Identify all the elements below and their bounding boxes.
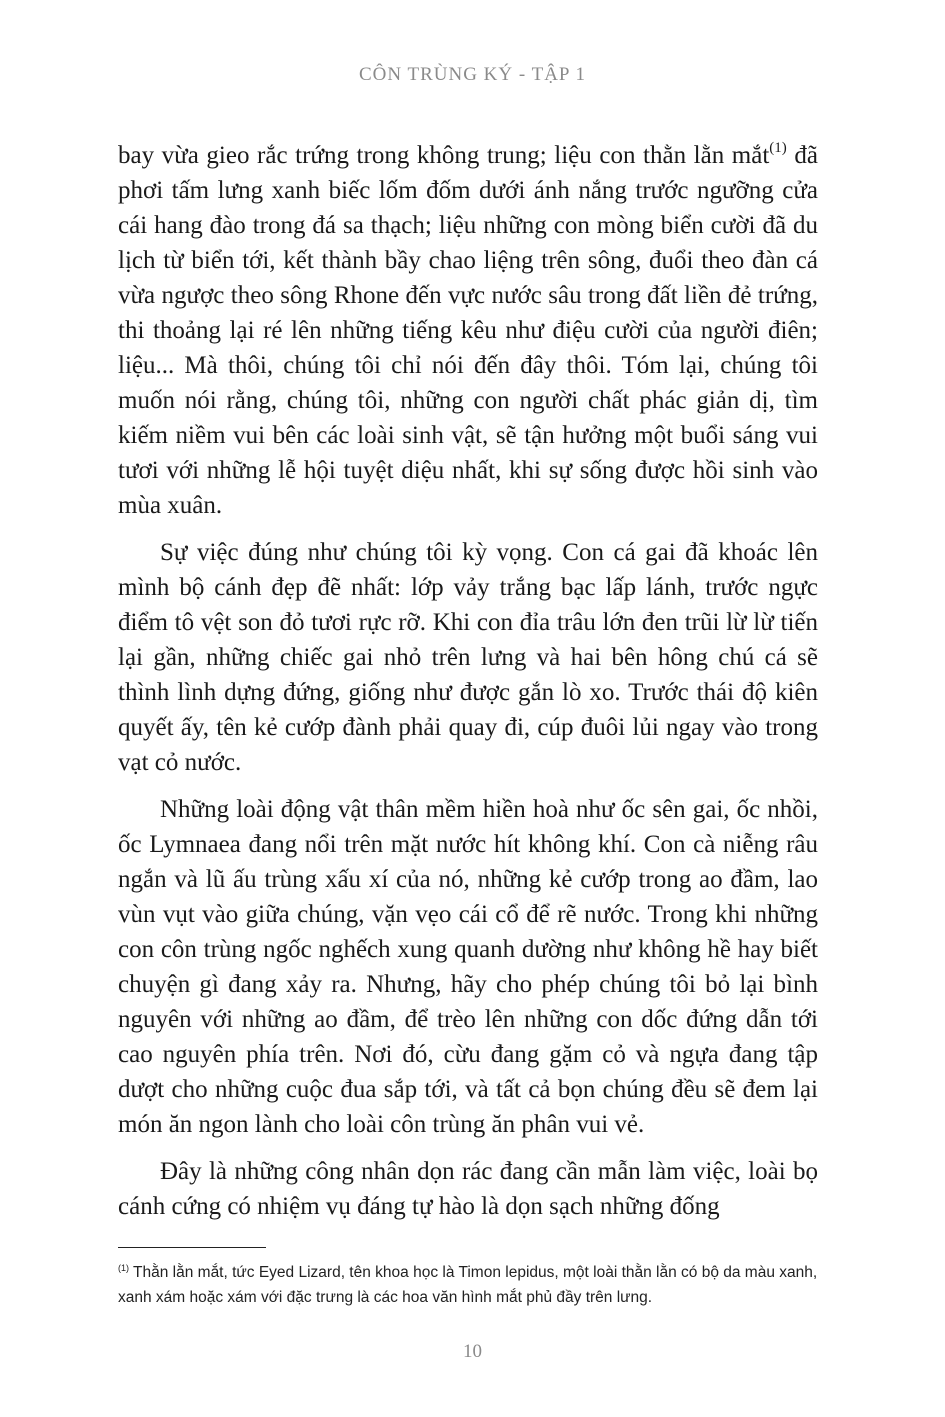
footnote-divider: [118, 1247, 266, 1248]
footnote-reference: (1): [769, 140, 787, 156]
paragraph-4: Đây là những công nhân dọn rác đang cần mẫn làm việc, loài bọ cánh cứng có nhiệm vụ đáng tự hào là dọn sạch những đống: [118, 1158, 818, 1220]
footnote: [118, 1260, 823, 1310]
paragraph-1-text-b: đã phơi tấm lưng xanh biếc lốm đốm dưới ánh nắng trước ngưỡng cửa cái hang đào trong đá sa thạch; liệu những con mòng biển cười đã du lịch từ biển tới, kết thành bầy chao liệng trên sông, đuổi theo đàn cá vừa ngược theo sông Rhone đến vực nước sâu trong đất liền đẻ trứng, thi thoảng lại ré lên những tiếng kêu như điệu cười của người điên; liệu... Mà thôi, chúng tôi chỉ nói đến đây thôi. Tóm lại, chúng tôi muốn nói rằng, chúng tôi, những con người chất phác giản dị, tìm kiếm niềm vui bên các loài sinh vật, sẽ tận hưởng một buổi sáng vui tươi với những lễ hội tuyệt diệu nhất, khi sự sống được hồi sinh vào mùa xuân.: [118, 142, 818, 519]
page-number: 10: [463, 1341, 482, 1362]
footnote-marker: (1): [118, 1263, 129, 1273]
paragraph-2: Sự việc đúng như chúng tôi kỳ vọng. Con cá gai đã khoác lên mình bộ cánh đẹp đẽ nhất: lớp vảy trắng bạc lấp lánh, trước ngực điểm tô vệt son đỏ tươi rực rỡ. Khi con đỉa trâu lớn đen trũi lừ lừ tiến lại gần, những chiếc gai nhỏ trên lưng và hai bên hông chú cá sẽ thình lình dựng đứng, giống như được gắn lò xo. Trước thái độ kiên quyết ấy, tên kẻ cướp đành phải quay đi, cúp đuôi lủi ngay vào trong vạt cỏ nước.: [118, 539, 818, 776]
main-text: [118, 138, 818, 1224]
paragraph-3: Những loài động vật thân mềm hiền hoà như ốc sên gai, ốc nhồi, ốc Lymnaea đang nổi trên mặt nước hít không khí. Con cà niễng râu ngắn và lũ ấu trùng xấu xí của nó, những kẻ cướp trong ao đầm, lao vùn vụt vào giữa chúng, vặn vẹo cái cổ để rẽ nước. Trong khi những con côn trùng ngốc nghếch xung quanh dường như không hề hay biết chuyện gì đang xảy ra. Nhưng, hãy cho phép chúng tôi bỏ lại bình nguyên với những ao đầm, để trèo lên những con dốc đứng dẫn tới cao nguyên phía trên. Nơi đó, cừu đang gặm cỏ và ngựa đang tập dượt cho những cuộc đua sắp tới, và tất cả bọn chúng đều sẽ đem lại món ăn ngon lành cho loài côn trùng ăn phân vui vẻ.: [118, 796, 818, 1138]
paragraph-1-text-a: bay vừa gieo rắc trứng trong không trung; liệu con thằn lằn mắt: [118, 142, 770, 169]
paragraph-1: [118, 138, 818, 523]
running-title: CÔN TRÙNG KÝ - TẬP 1: [358, 64, 587, 85]
footnote-text: Thằn lằn mắt, tức Eyed Lizard, tên khoa học là Timon lepidus, một loài thằn lằn có bộ da màu xanh, xanh xám hoặc xám với đặc trưng là các hoa văn hình mắt phủ đầy trên lưng.: [118, 1264, 818, 1306]
